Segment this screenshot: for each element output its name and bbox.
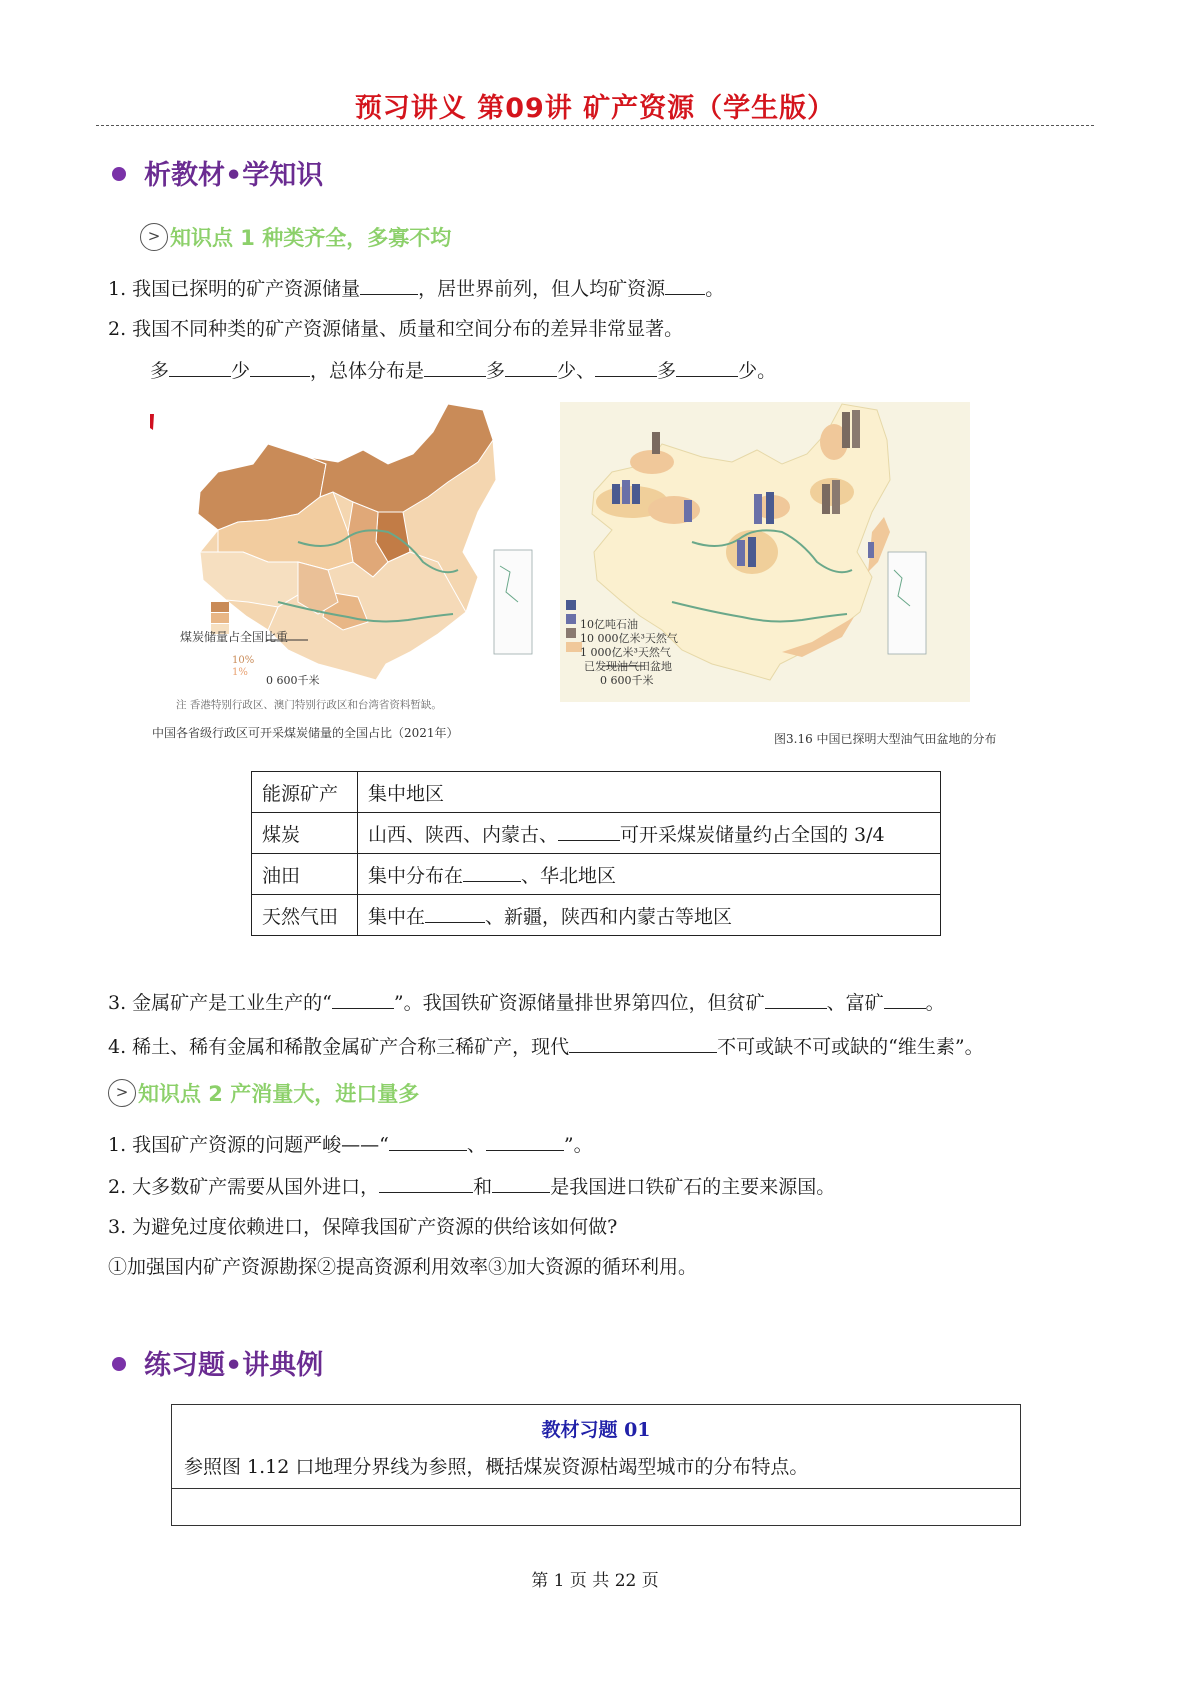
- energy-table: [251, 771, 941, 936]
- bullet-dot-icon: [112, 167, 126, 181]
- right-scale: 0 600千米: [600, 674, 654, 687]
- left-map-note: 注 香港特别行政区、澳门特别行政区和台湾省资料暂缺。: [176, 699, 442, 711]
- fill-blank[interactable]: [665, 276, 705, 295]
- kp1-line-3: 多 少 ，总体分布是 多 少、 多 少。: [150, 360, 777, 382]
- kp1-line-2: 2. 我国不同种类的矿产资源储量、质量和空间分布的差异非常显著。: [108, 318, 684, 340]
- knowledge-point-1-heading: [140, 222, 451, 253]
- kp2-line-1: 1. 我国矿产资源的问题严峻——“ 、 ”。: [108, 1134, 593, 1156]
- table-row: [252, 854, 941, 895]
- fill-blank[interactable]: [250, 358, 310, 377]
- section-title-text: 练习题•讲典例: [144, 1350, 324, 1381]
- kp1-line-metal: 3. 金属矿产是工业生产的“ ”。我国铁矿资源储量排世界第四位，但贫矿 、富矿 。: [108, 992, 945, 1014]
- fill-blank[interactable]: [389, 1132, 467, 1151]
- section-title-text: 析教材•学知识: [144, 160, 324, 191]
- table-header-cell: 集中地区: [358, 772, 941, 813]
- table-cell: 天然气田: [252, 895, 358, 936]
- left-legend-10: 10%: [232, 655, 255, 666]
- table-cell: 煤炭: [252, 813, 358, 854]
- right-legend-basin: 已发现油气田盆地: [584, 660, 672, 673]
- fill-blank[interactable]: [424, 358, 486, 377]
- kp1-line-1: 1. 我国已探明的矿产资源储量 ，居世界前列，但人均矿资源 。: [108, 278, 725, 300]
- knowledge-point-2-heading: [108, 1078, 419, 1109]
- kp2-line-3: 3. 为避免过度依赖进口，保障我国矿产资源的供给该如何做?: [108, 1216, 618, 1238]
- table-header-cell: 能源矿产: [252, 772, 358, 813]
- kp2-line-4: ①加强国内矿产资源勘探②提高资源利用效率③加大资源的循环利用。: [108, 1256, 698, 1278]
- bullet-dot-icon: [112, 1357, 126, 1371]
- right-legend-gas-large: 10 000亿米³天然气: [580, 632, 678, 645]
- kp2-title-text: 知识点 2 产消量大，进口量多: [138, 1082, 420, 1106]
- table-cell: 集中分布在 、华北地区: [358, 854, 941, 895]
- title-divider: [96, 125, 1094, 126]
- exercise-box: [171, 1404, 1021, 1526]
- left-map-caption: 中国各省级行政区可开采煤炭储量的全国占比（2021年）: [152, 726, 459, 740]
- arrow-circle-icon: >: [108, 1079, 136, 1107]
- fill-blank[interactable]: [463, 863, 521, 882]
- table-row: [252, 772, 941, 813]
- kp2-line-2: 2. 大多数矿产需要从国外进口， 和 是我国进口铁矿石的主要来源国。: [108, 1176, 836, 1198]
- section-heading-1: [112, 153, 323, 192]
- fill-blank[interactable]: [676, 358, 738, 377]
- left-legend-title: 煤炭储量占全国比重: [180, 630, 289, 644]
- fill-blank[interactable]: [332, 990, 394, 1009]
- table-cell: 油田: [252, 854, 358, 895]
- left-scale: 0 600千米: [266, 674, 320, 687]
- fill-blank[interactable]: [486, 1132, 564, 1151]
- answer-divider: [172, 1488, 1020, 1489]
- kp1-line-rare: 4. 稀土、稀有金属和稀散金属矿产合称三稀矿产，现代 不可或缺不可或缺的“维生素”。: [108, 1036, 984, 1058]
- right-legend-oil: 10亿吨石油: [580, 618, 638, 631]
- fill-blank[interactable]: [884, 990, 926, 1009]
- page-title: 预习讲义 第09讲 矿产资源（学生版）: [354, 93, 836, 124]
- exercise-question: 参照图 1.12 口地理分界线为参照，概括煤炭资源枯竭型城市的分布特点。: [184, 1456, 809, 1478]
- fill-blank[interactable]: [595, 358, 657, 377]
- right-map-caption: 图3.16 中国已探明大型油气田盆地的分布: [774, 732, 997, 746]
- arrow-circle-icon: >: [140, 223, 168, 251]
- section-heading-2: [112, 1343, 323, 1382]
- fill-blank[interactable]: [569, 1034, 717, 1053]
- right-legend-gas-small: 1 000亿米³天然气: [580, 646, 671, 659]
- left-legend-1: 1%: [232, 667, 248, 678]
- table-cell: 山西、陕西、内蒙古、 可开采煤炭储量约占全国的 3/4: [358, 813, 941, 854]
- fill-blank[interactable]: [765, 990, 827, 1009]
- table-row: [252, 813, 941, 854]
- page-footer: 第 1 页 共 22 页: [531, 1571, 659, 1591]
- fill-blank[interactable]: [492, 1174, 550, 1193]
- fill-blank[interactable]: [379, 1174, 473, 1193]
- fill-blank[interactable]: [505, 358, 557, 377]
- fill-blank[interactable]: [360, 276, 418, 295]
- maps-figure: [148, 402, 1040, 754]
- exercise-header: 教材习题 01: [541, 1419, 651, 1441]
- kp1-title-text: 知识点 1 种类齐全，多寡不均: [170, 226, 452, 250]
- table-cell: 集中在 、新疆，陕西和内蒙古等地区: [358, 895, 941, 936]
- fill-blank[interactable]: [425, 904, 485, 923]
- table-row: [252, 895, 941, 936]
- fill-blank[interactable]: [558, 822, 620, 841]
- fill-blank[interactable]: [169, 358, 231, 377]
